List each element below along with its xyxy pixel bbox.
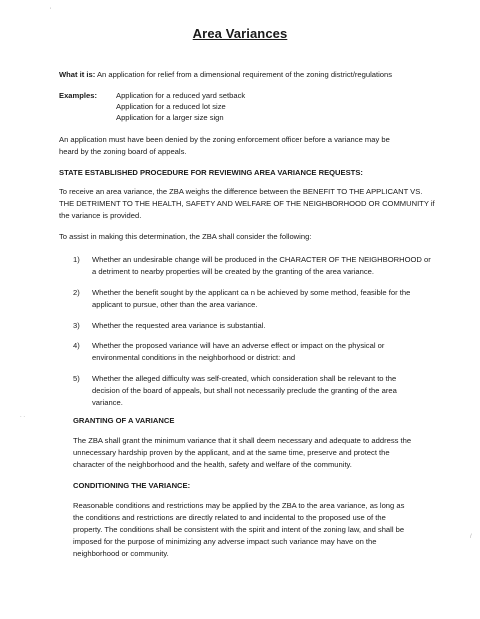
factor-line: Whether the benefit sought by the applicant ca n be achieved by some method, feasible for the <box>92 288 411 297</box>
factor-line: Whether the requested area variance is substantial. <box>92 321 266 330</box>
factor-line: a detriment to nearby properties will be created by the granting of the area variance. <box>92 267 374 276</box>
conditioning-line: Reasonable conditions and restrictions may be applied by the ZBA to the area variance, as long as <box>73 501 405 510</box>
example-item: Application for a larger size sign <box>116 113 224 122</box>
factor-line: Whether the alleged difficulty was self-created, which consideration shall be relevant to the <box>92 374 397 383</box>
factor-number: 4) <box>73 341 80 350</box>
granting-line: The ZBA shall grant the minimum variance that it shall deem necessary and adequate to address the <box>73 436 412 445</box>
prerequisite-line: heard by the zoning board of appeals. <box>59 147 187 156</box>
granting-line: character of the neighborhood and the health, safety and welfare of the community. <box>73 460 352 469</box>
factor-number: 5) <box>73 374 80 383</box>
procedure-line: THE DETRIMENT TO THE HEALTH, SAFETY AND WELFARE OF THE NEIGHBORHOOD OR COMMUNITY if <box>59 199 435 208</box>
factor-line: Whether an undesirable change will be produced in the CHARACTER OF THE NEIGHBORHOOD or <box>92 255 431 264</box>
scan-mark: / <box>470 534 472 540</box>
examples-label: Examples: <box>59 91 97 100</box>
factor-line: variance. <box>92 398 123 407</box>
what-is-text: An application for relief from a dimensional requirement of the zoning district/regulations <box>96 70 393 79</box>
conditioning-line: imposed for the purpose of minimizing any adverse impact such variance may have on the <box>73 537 377 546</box>
example-item: Application for a reduced yard setback <box>116 91 246 100</box>
what-is-label: What it is: <box>59 70 96 79</box>
factor-number: 1) <box>73 255 80 264</box>
assist-text: To assist in making this determination, the ZBA shall consider the following: <box>59 232 312 241</box>
example-item: Application for a reduced lot size <box>116 102 226 111</box>
conditioning-line: property. The conditions shall be consistent with the spirit and intent of the zoning law, and shall be <box>73 525 405 534</box>
granting-line: unnecessary hardship proven by the applicant, and at the same time, preserve and protect the <box>73 448 390 457</box>
prerequisite-line: An application must have been denied by the zoning enforcement officer before a variance may be <box>59 135 390 144</box>
conditioning-line: the conditions and restrictions are directly related to and incidental to the proposed use of the <box>73 513 386 522</box>
factor-number: 3) <box>73 321 80 330</box>
procedure-heading: STATE ESTABLISHED PROCEDURE FOR REVIEWING AREA VARIANCE REQUESTS: <box>59 168 363 177</box>
factor-number: 2) <box>73 288 80 297</box>
procedure-line: To receive an area variance, the ZBA weighs the difference between the BENEFIT TO THE APPLICANT VS. <box>59 187 423 196</box>
factor-line: decision of the board of appeals, but shall not necessarily preclude the granting of the area <box>92 386 397 395</box>
factor-line: environmental conditions in the neighborhood or district: and <box>92 353 296 362</box>
procedure-line: the variance is provided. <box>59 211 142 220</box>
factor-line: Whether the proposed variance will have an adverse effect or impact on the physical or <box>92 341 385 350</box>
conditioning-heading: CONDITIONING THE VARIANCE: <box>73 481 191 490</box>
scan-mark: ' <box>50 8 52 14</box>
scan-mark: . . <box>20 413 26 419</box>
factor-line: applicant to pursue, other than the area variance. <box>92 300 258 309</box>
granting-heading: GRANTING OF A VARIANCE <box>73 416 175 425</box>
conditioning-line: neighborhood or community. <box>73 549 169 558</box>
what-is-line <box>59 69 392 81</box>
page-title: Area Variances <box>192 26 288 41</box>
